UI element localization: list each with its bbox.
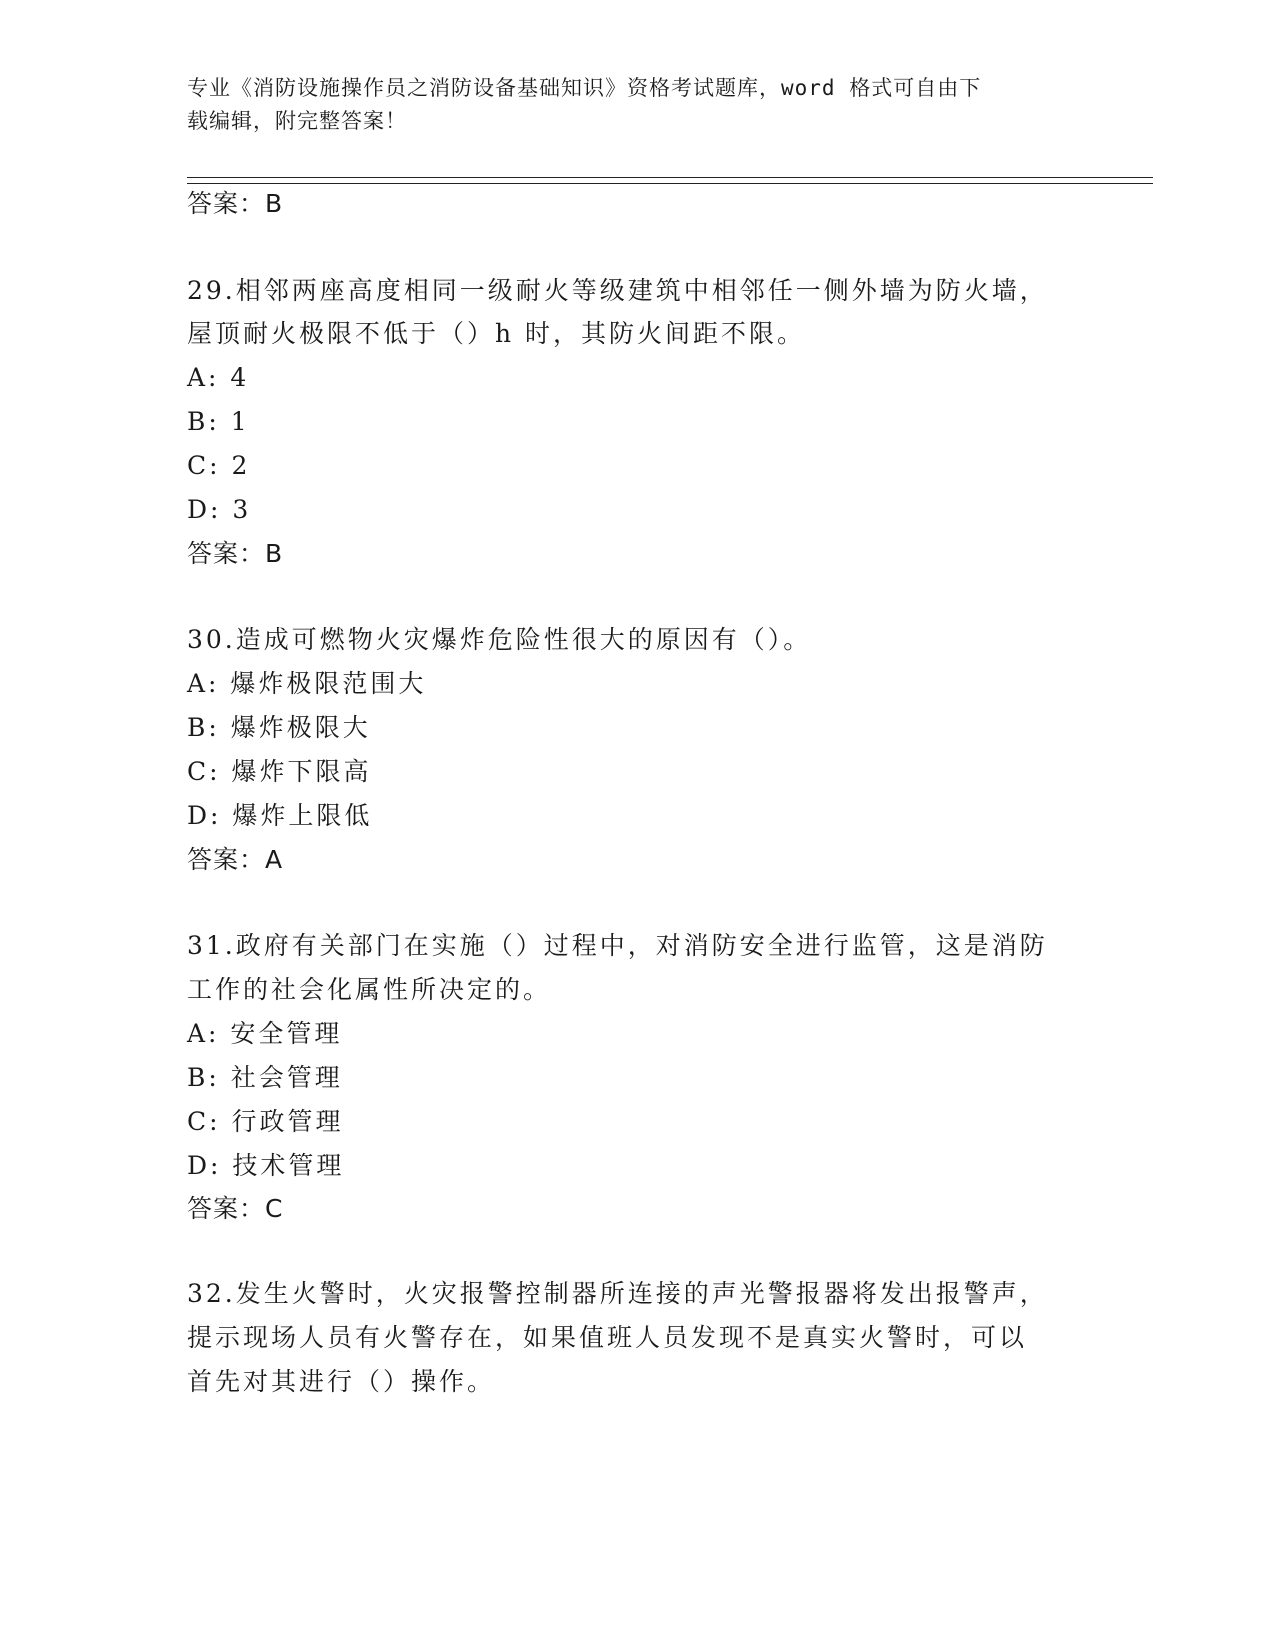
header-line-2: 载编辑，附完整答案！ — [187, 109, 407, 133]
question-stem-line: 屋顶耐火极限不低于（）h 时，其防火间距不限。 — [187, 319, 806, 348]
option-line: B: 爆炸极限大 — [187, 713, 371, 742]
question-stem-line: 30.造成可燃物火灾爆炸危险性很大的原因有（）。 — [187, 625, 812, 654]
question-stem-line: 工作的社会化属性所决定的。 — [187, 975, 552, 1004]
header-rule-top — [187, 177, 1153, 178]
question-stem-line: 首先对其进行（）操作。 — [187, 1367, 496, 1396]
question-stem-line: 31.政府有关部门在实施（）过程中，对消防安全进行监管，这是消防 — [187, 931, 1048, 960]
option-line: A: 安全管理 — [187, 1019, 343, 1048]
option-line: B: 1 — [187, 407, 250, 436]
option-line: C: 行政管理 — [187, 1107, 344, 1136]
page-header — [187, 72, 1067, 138]
option-line: A: 爆炸极限范围大 — [187, 669, 427, 698]
answer-line: 答案：B — [187, 539, 284, 568]
question-stem-line: 提示现场人员有火警存在，如果值班人员发现不是真实火警时，可以 — [187, 1323, 1028, 1352]
option-line: B: 社会管理 — [187, 1063, 343, 1092]
option-line: C: 2 — [187, 451, 251, 480]
answer-line: 答案：B — [187, 189, 284, 218]
option-line: D: 3 — [187, 495, 252, 524]
option-line: A: 4 — [187, 363, 250, 392]
option-line: D: 技术管理 — [187, 1151, 345, 1180]
answer-line: 答案：A — [187, 845, 284, 874]
option-line: C: 爆炸下限高 — [187, 757, 372, 786]
header-line-1: 专业《消防设施操作员之消防设备基础知识》资格考试题库，word 格式可自由下 — [187, 76, 982, 100]
question-stem-line: 32.发生火警时，火灾报警控制器所连接的声光警报器将发出报警声， — [187, 1279, 1048, 1308]
option-line: D: 爆炸上限低 — [187, 801, 373, 830]
header-rule-bottom — [187, 183, 1153, 184]
question-stem-line: 29.相邻两座高度相同一级耐火等级建筑中相邻任一侧外墙为防火墙， — [187, 276, 1048, 305]
answer-line: 答案：C — [187, 1194, 284, 1223]
